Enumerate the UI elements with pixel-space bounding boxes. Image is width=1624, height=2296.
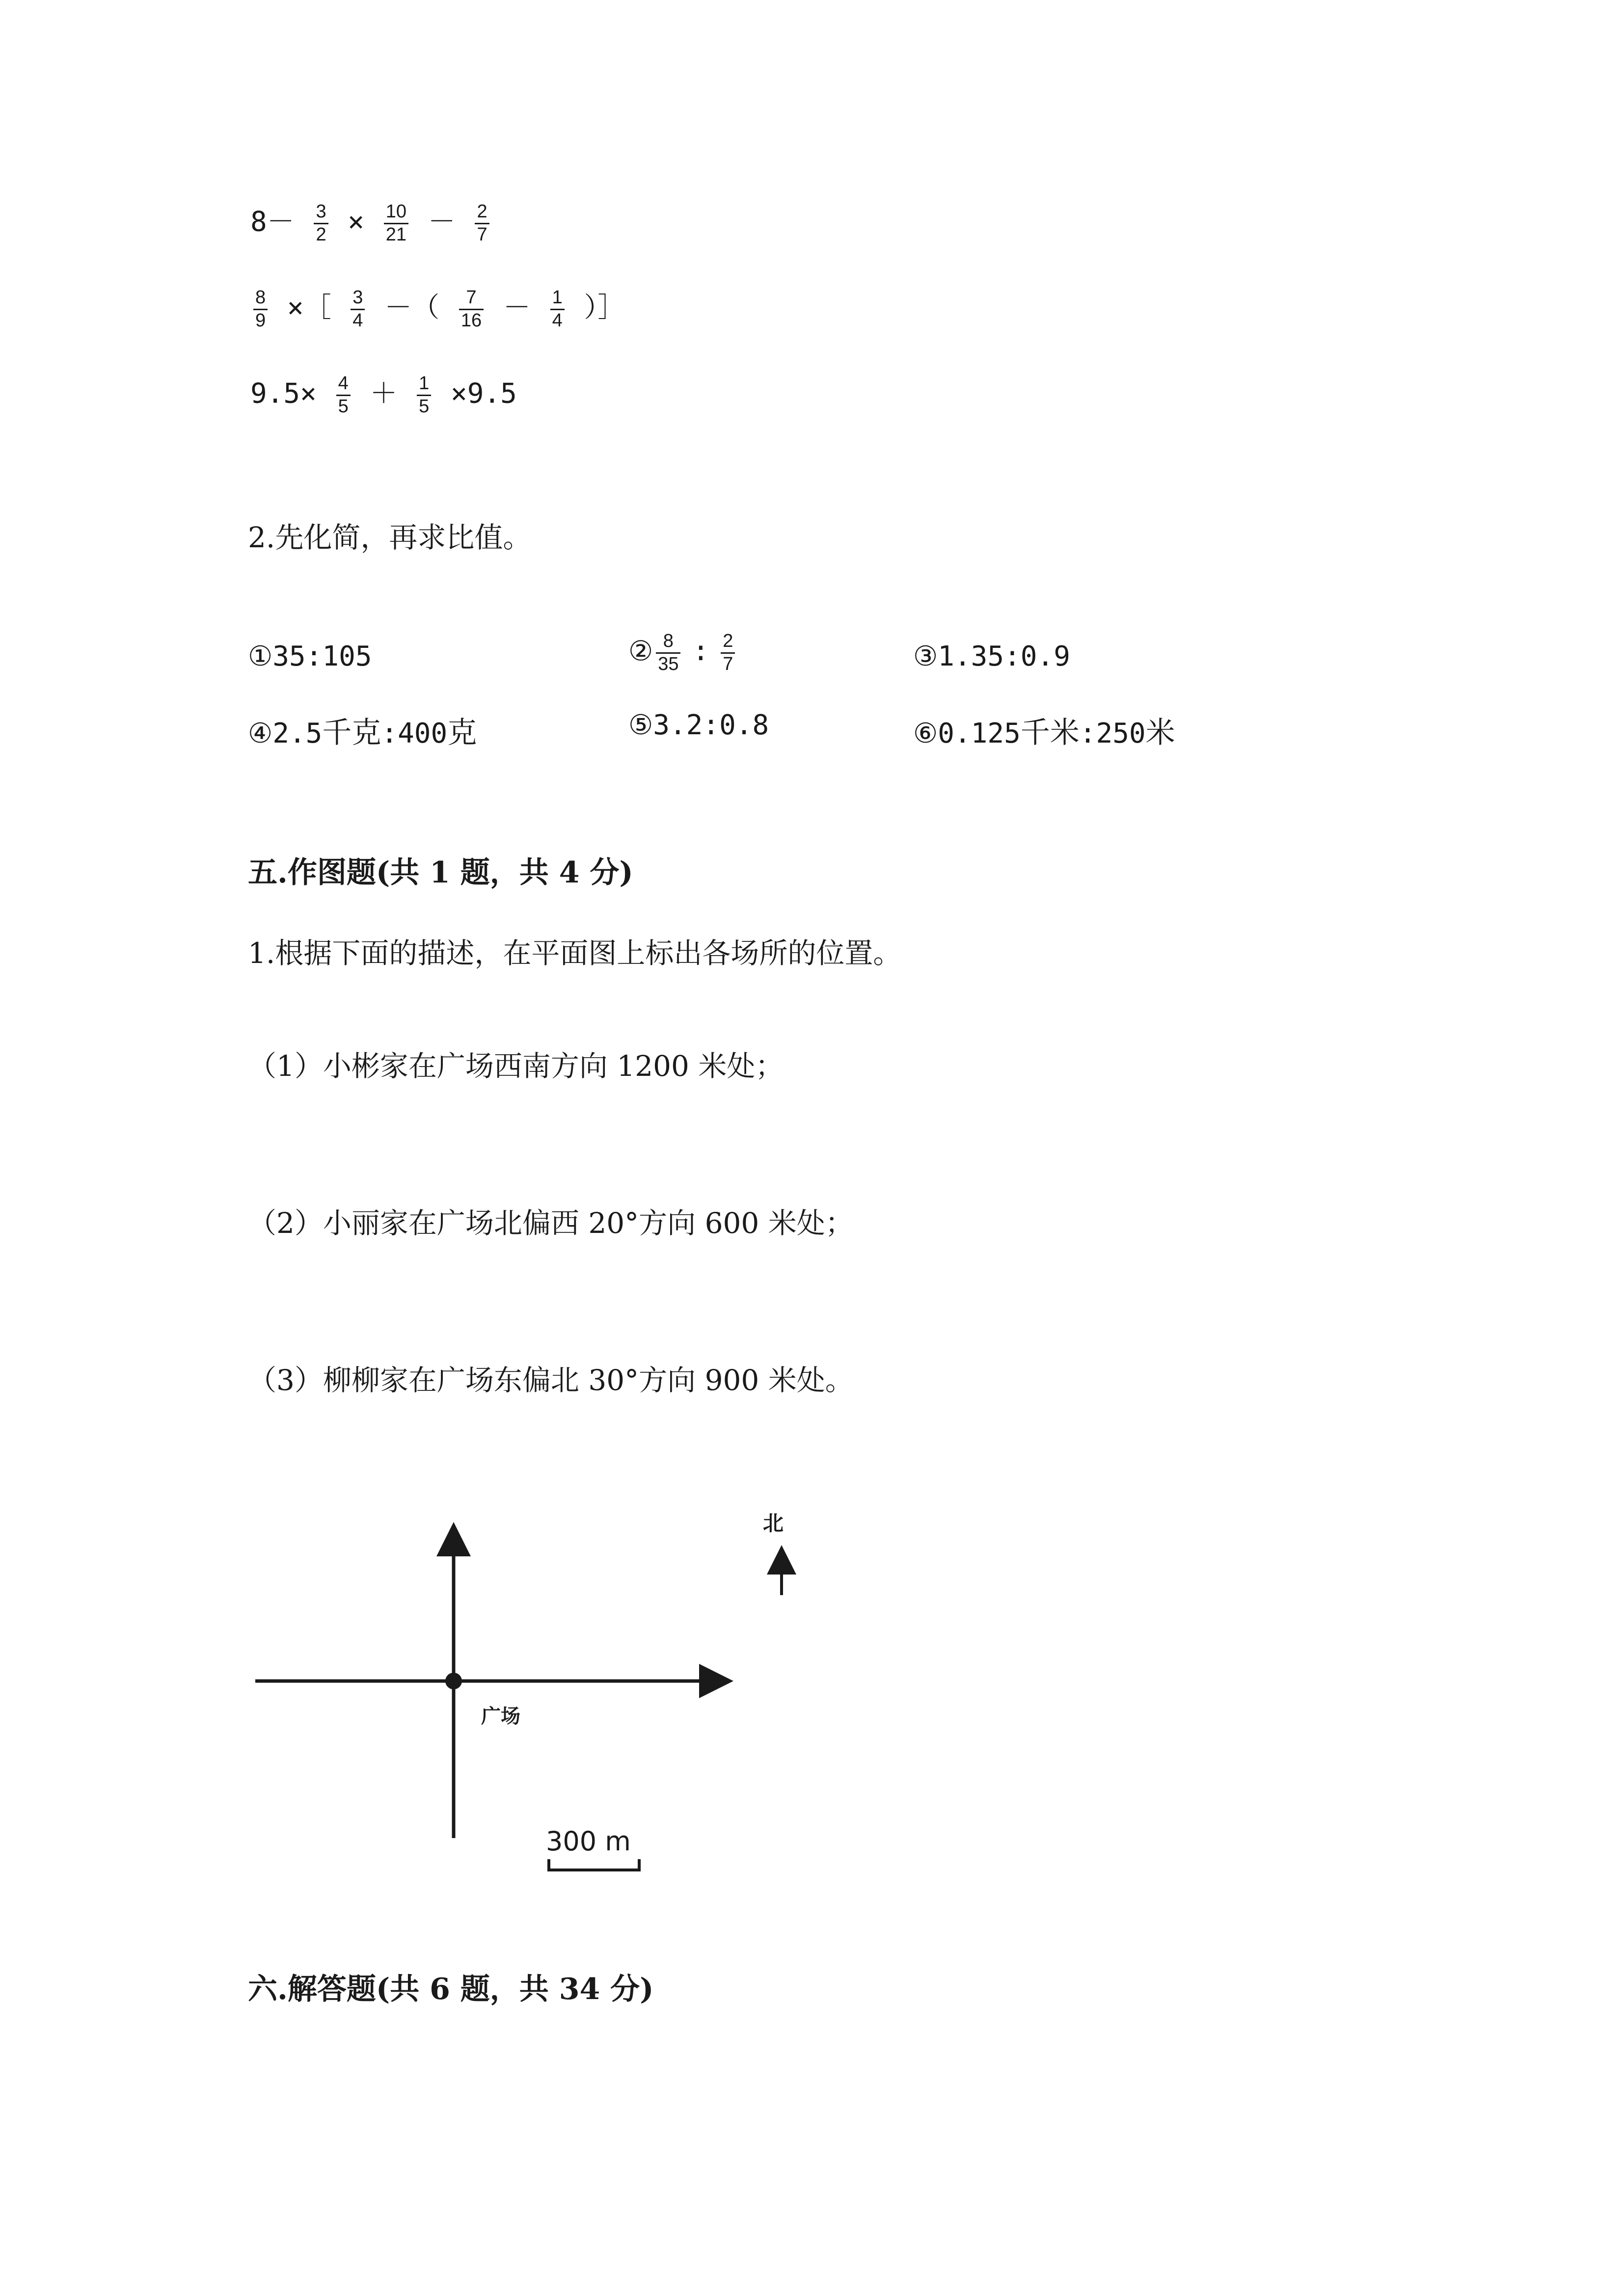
fraction: $\frac{8}{9}$: [253, 287, 268, 331]
description-1: （1）小彬家在广场西南方向 1200 米处；: [248, 1049, 784, 1083]
ratio-item-3: ③1.35:0.9: [913, 641, 1070, 672]
expr3-prefix: 9.5×: [250, 377, 317, 410]
expr1-prefix: 8－: [250, 206, 295, 238]
ratio-item-6: ⑥0.125千米:250米: [913, 716, 1175, 750]
fraction: $\frac{1}{5}$: [417, 373, 431, 417]
fraction: $\frac{2}{7}$: [475, 201, 489, 245]
fraction: $\frac{4}{5}$: [336, 373, 351, 417]
operator: －: [503, 292, 531, 324]
ratio-item-5: ⑤3.2:0.8: [628, 709, 769, 741]
operator: ×: [348, 206, 365, 238]
fraction: $\frac{7}{16}$: [459, 287, 484, 331]
plaza-point: [445, 1673, 462, 1689]
operator: ）］: [584, 292, 625, 324]
section-5-question-1: 1.根据下面的描述，在平面图上标出各场所的位置。: [248, 936, 902, 970]
question-2-title: 2.先化简，再求比值。: [248, 521, 532, 554]
expr3-suffix: ×9.5: [451, 377, 517, 410]
fraction: $\frac{8}{35}$: [656, 631, 680, 675]
ratio-item-4: ④2.5千克:400克: [248, 716, 477, 750]
description-2: （2）小丽家在广场北偏西 20°方向 600 米处；: [248, 1206, 854, 1240]
operator: －: [428, 206, 456, 238]
section-5-heading: 五.作图题(共 1 题，共 4 分): [248, 855, 633, 890]
fraction: $\frac{2}{7}$: [721, 631, 735, 675]
scale-bar: [549, 1859, 639, 1870]
ratio-item-1: ①35:105: [248, 641, 372, 672]
ratio-item-2: ② $\frac{8}{35}$ : $\frac{2}{7}$: [628, 631, 738, 675]
description-3: （3）柳柳家在广场东偏北 30°方向 900 米处。: [248, 1363, 854, 1397]
fraction: $\frac{3}{2}$: [314, 201, 328, 245]
section-6-heading: 六.解答题(共 6 题，共 34 分): [248, 1972, 654, 2006]
fraction: $\frac{1}{4}$: [550, 287, 565, 331]
operator: ＋: [370, 377, 398, 410]
operator: ×［: [287, 292, 331, 324]
fraction: $\frac{10}{21}$: [384, 201, 408, 245]
fraction: $\frac{3}{4}$: [351, 287, 365, 331]
scale-label: 300 m: [546, 1826, 631, 1857]
plaza-label: 广场: [481, 1705, 520, 1728]
north-label: 北: [762, 1511, 784, 1535]
operator: －（: [384, 292, 440, 324]
